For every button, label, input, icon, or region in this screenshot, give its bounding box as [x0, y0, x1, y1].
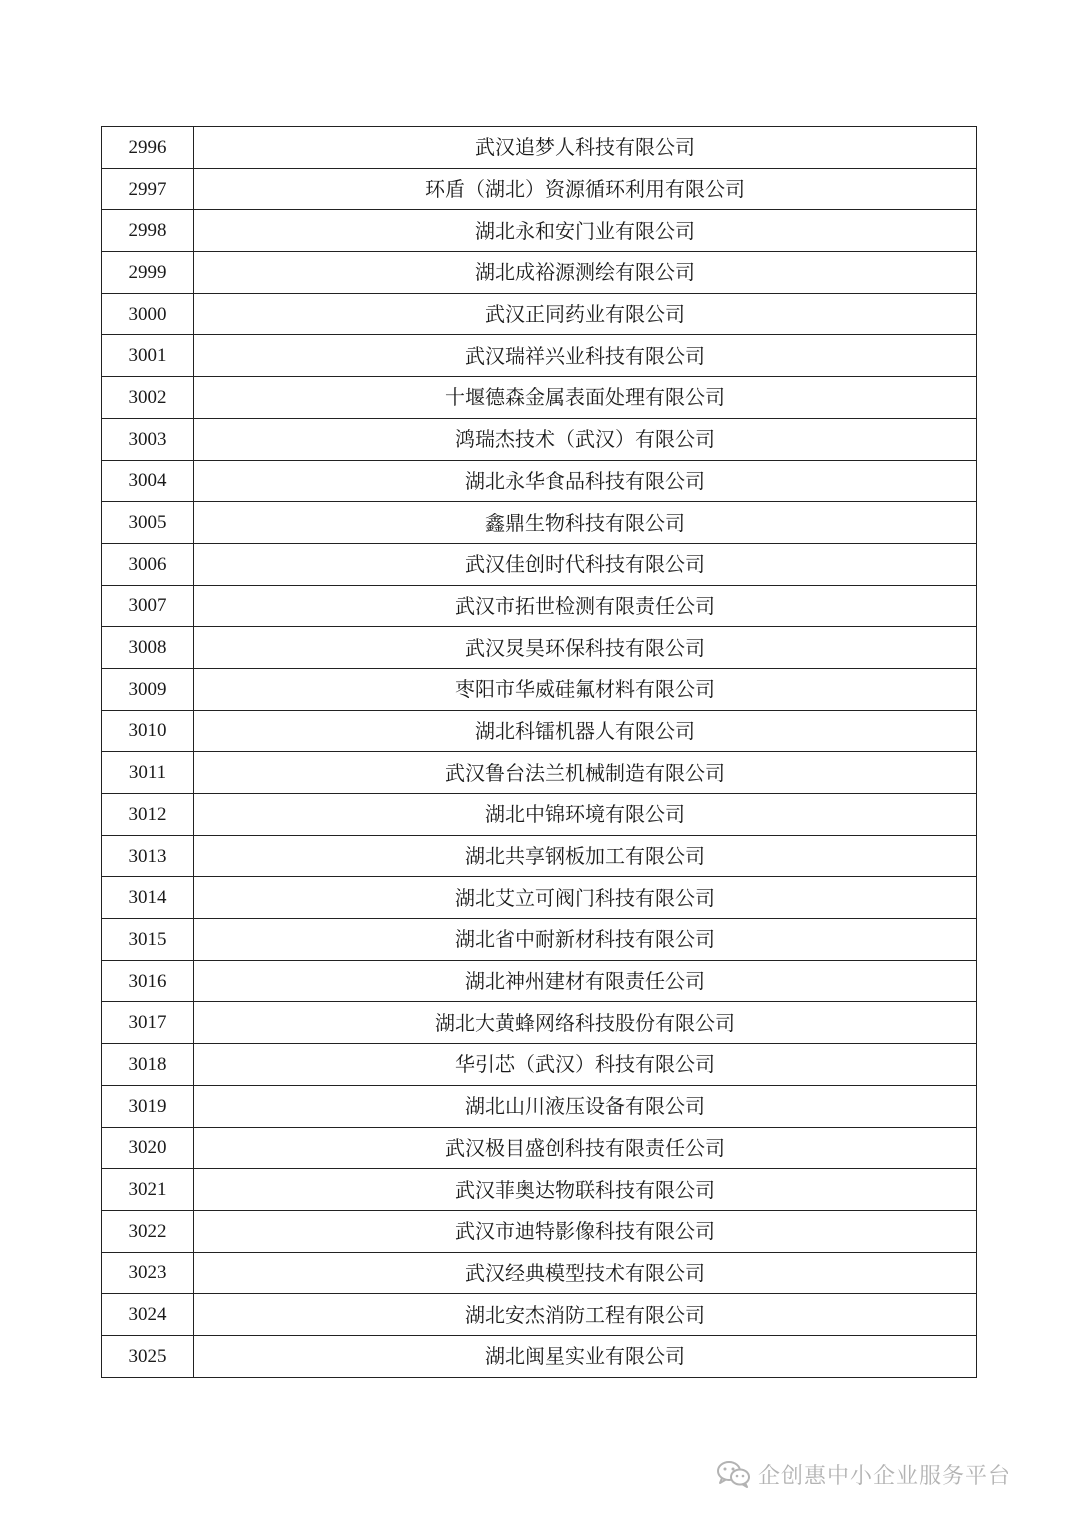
table-row [102, 1252, 977, 1294]
table-row [102, 585, 977, 627]
table-row [102, 835, 977, 877]
table-row [102, 1210, 977, 1252]
company-name: 湖北艾立可阀门科技有限公司 [194, 877, 977, 919]
row-number: 3025 [102, 1335, 194, 1377]
company-name: 武汉佳创时代科技有限公司 [194, 543, 977, 585]
company-name: 湖北科镭机器人有限公司 [194, 710, 977, 752]
row-number: 2999 [102, 252, 194, 294]
table-row [102, 168, 977, 210]
row-number: 3016 [102, 960, 194, 1002]
table-row [102, 1335, 977, 1377]
table-row [102, 210, 977, 252]
table-row [102, 960, 977, 1002]
company-name: 环盾（湖北）资源循环利用有限公司 [194, 168, 977, 210]
row-number: 2998 [102, 210, 194, 252]
company-name: 武汉正同药业有限公司 [194, 293, 977, 335]
company-name: 湖北省中耐新材科技有限公司 [194, 919, 977, 961]
table-row [102, 377, 977, 419]
company-name: 湖北中锦环境有限公司 [194, 794, 977, 836]
row-number: 3000 [102, 293, 194, 335]
company-list-table [101, 126, 977, 1378]
table-row [102, 919, 977, 961]
company-list-body [102, 127, 977, 1378]
row-number: 3009 [102, 668, 194, 710]
table-row [102, 627, 977, 669]
company-name: 鸿瑞杰技术（武汉）有限公司 [194, 418, 977, 460]
company-name: 武汉市拓世检测有限责任公司 [194, 585, 977, 627]
company-name: 武汉炅昊环保科技有限公司 [194, 627, 977, 669]
row-number: 3012 [102, 794, 194, 836]
row-number: 3017 [102, 1002, 194, 1044]
row-number: 3004 [102, 460, 194, 502]
row-number: 3019 [102, 1085, 194, 1127]
company-name: 湖北闽星实业有限公司 [194, 1335, 977, 1377]
table-row [102, 710, 977, 752]
table-row [102, 252, 977, 294]
row-number: 2996 [102, 127, 194, 169]
wechat-icon [716, 1460, 752, 1488]
table-row [102, 335, 977, 377]
company-name: 十堰德森金属表面处理有限公司 [194, 377, 977, 419]
company-name: 武汉鲁台法兰机械制造有限公司 [194, 752, 977, 794]
company-name: 武汉菲奥达物联科技有限公司 [194, 1169, 977, 1211]
company-name: 武汉市迪特影像科技有限公司 [194, 1210, 977, 1252]
table-row [102, 877, 977, 919]
table-row [102, 543, 977, 585]
table-row [102, 1294, 977, 1336]
row-number: 3007 [102, 585, 194, 627]
company-name: 武汉追梦人科技有限公司 [194, 127, 977, 169]
row-number: 3010 [102, 710, 194, 752]
table-row [102, 502, 977, 544]
company-name: 武汉经典模型技术有限公司 [194, 1252, 977, 1294]
company-name: 湖北山川液压设备有限公司 [194, 1085, 977, 1127]
row-number: 3008 [102, 627, 194, 669]
row-number: 2997 [102, 168, 194, 210]
row-number: 3015 [102, 919, 194, 961]
row-number: 3023 [102, 1252, 194, 1294]
row-number: 3002 [102, 377, 194, 419]
row-number: 3024 [102, 1294, 194, 1336]
row-number: 3005 [102, 502, 194, 544]
company-name: 湖北神州建材有限责任公司 [194, 960, 977, 1002]
row-number: 3021 [102, 1169, 194, 1211]
company-name: 湖北成裕源测绘有限公司 [194, 252, 977, 294]
company-name: 武汉极目盛创科技有限责任公司 [194, 1127, 977, 1169]
row-number: 3018 [102, 1044, 194, 1086]
company-name: 湖北大黄蜂网络科技股份有限公司 [194, 1002, 977, 1044]
table-row [102, 1169, 977, 1211]
company-name: 华引芯（武汉）科技有限公司 [194, 1044, 977, 1086]
table-row [102, 752, 977, 794]
row-number: 3011 [102, 752, 194, 794]
table-row [102, 1002, 977, 1044]
company-name: 武汉瑞祥兴业科技有限公司 [194, 335, 977, 377]
row-number: 3001 [102, 335, 194, 377]
watermark [716, 1459, 1011, 1489]
row-number: 3022 [102, 1210, 194, 1252]
company-name: 湖北安杰消防工程有限公司 [194, 1294, 977, 1336]
table-row [102, 418, 977, 460]
row-number: 3013 [102, 835, 194, 877]
table-row [102, 1044, 977, 1086]
table-row [102, 1085, 977, 1127]
row-number: 3006 [102, 543, 194, 585]
row-number: 3003 [102, 418, 194, 460]
table-row [102, 794, 977, 836]
company-name: 枣阳市华威硅氟材料有限公司 [194, 668, 977, 710]
company-name: 湖北永和安门业有限公司 [194, 210, 977, 252]
table-row [102, 293, 977, 335]
row-number: 3014 [102, 877, 194, 919]
watermark-text: 企创惠中小企业服务平台 [758, 1463, 1012, 1489]
company-name: 湖北永华食品科技有限公司 [194, 460, 977, 502]
row-number: 3020 [102, 1127, 194, 1169]
company-name: 鑫鼎生物科技有限公司 [194, 502, 977, 544]
table-row [102, 460, 977, 502]
company-name: 湖北共享钢板加工有限公司 [194, 835, 977, 877]
table-row [102, 127, 977, 169]
table-row [102, 1127, 977, 1169]
table-row [102, 668, 977, 710]
